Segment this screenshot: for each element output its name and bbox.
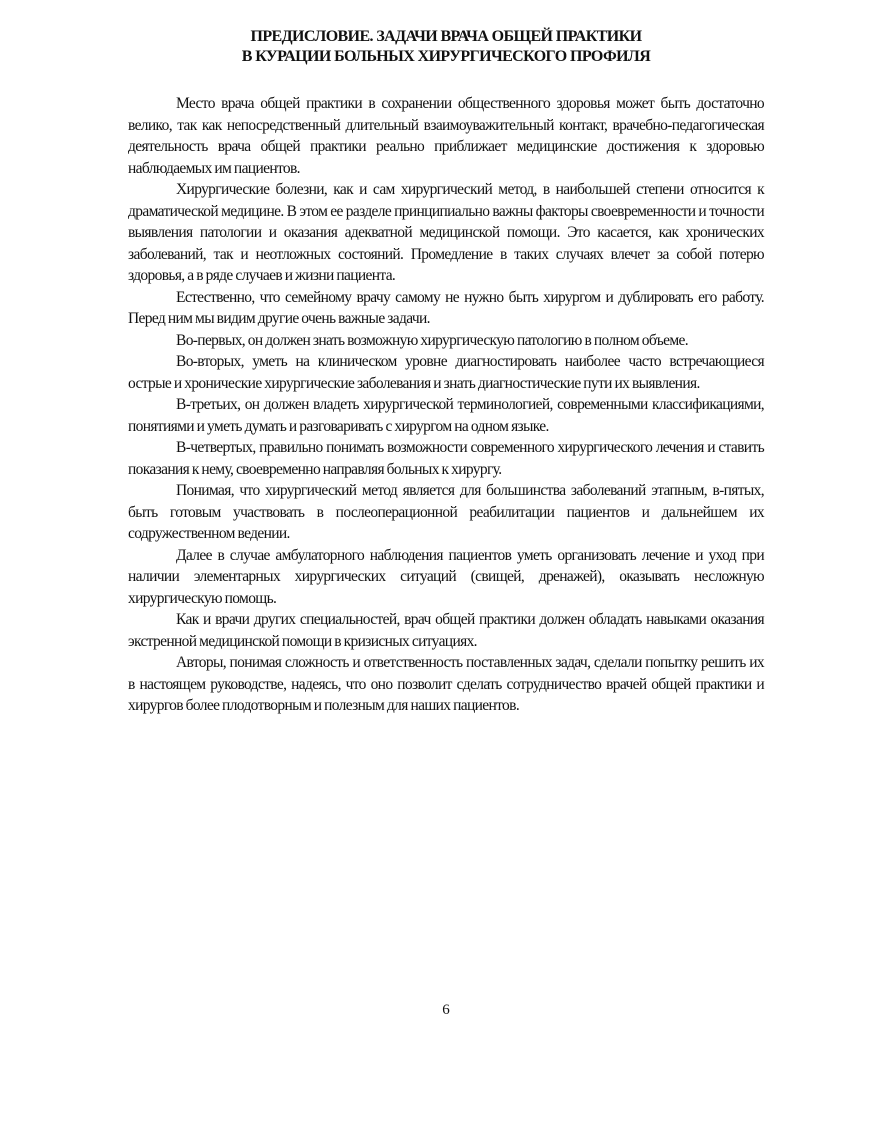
paragraph-5: Во-вторых, уметь на клиническом уровне диагностировать наиболее часто встречающиеся острые и хронические хирургические заболевания и знать диагностические пути их выявления. <box>128 353 764 392</box>
body-text <box>128 93 764 717</box>
paragraph-1: Место врача общей практики в сохранении общественного здоровья может быть достаточно велико, так как непосредственный длительный взаимоуважительный контакт, врачебно-педагогическая деятельность врача общей практики реально приближает медицинские достижения к здоровью наблюдаемых им пациентов. <box>128 95 764 177</box>
paragraph-2: Хирургические болезни, как и сам хирургический метод, в наибольшей степени относится к драматической медицине. В этом ее разделе принципиально важны факторы своевременности и точности выявления патологии и оказания адекватной медицинской помощи. Это касается, как хронических заболеваний, так и неотложных состояний. Промедление в таких случаях влечет за собой потерю здоровья, а в ряде случаев и жизни пациента. <box>128 181 764 284</box>
paragraph-8: Понимая, что хирургический метод является для большинства заболеваний этапным, в-пятых, быть готовым участвовать в послеоперационной реабилитации пациентов и дальнейшем их содружественном ведении. <box>128 482 764 542</box>
paragraph-4: Во-первых, он должен знать возможную хирургическую патологию в полном объеме. <box>176 331 688 349</box>
paragraph-9: Далее в случае амбулаторного наблюдения пациентов уметь организовать лечение и уход при наличии элементарных хирургических ситуаций (свищей, дренажей), оказывать несложную хирургическую помощь. <box>128 546 764 607</box>
paragraph-11: Авторы, понимая сложность и ответственность поставленных задач, сделали попытку решить их в настоящем руководстве, надеясь, что оно позволит сделать сотрудничество врачей общей практики и хирургов более плодотворным и полезным для наших пациентов. <box>128 654 764 714</box>
paragraph-10: Как и врачи других специальностей, врач общей практики должен обладать навыками оказания экстренной медицинской помощи в кризисных ситуациях. <box>128 611 764 650</box>
title-line-1: ПРЕДИСЛОВИЕ. ЗАДАЧИ ВРАЧА ОБЩЕЙ ПРАКТИКИ <box>250 28 642 45</box>
page-number: 6 <box>442 1002 450 1018</box>
paragraph-3: Естественно, что семейному врачу самому не нужно быть хирургом и дублировать его работу. Перед ним мы видим другие очень важные задачи. <box>128 288 764 327</box>
title-line-2: В КУРАЦИИ БОЛЬНЫХ ХИРУРГИЧЕСКОГО ПРОФИЛЯ <box>241 48 651 65</box>
paragraph-7: В-четвертых, правильно понимать возможности современного хирургического лечения и ставить показания к нему, своевременно направляя больных к хирургу. <box>128 439 764 478</box>
paragraph-6: В-третьих, он должен владеть хирургической терминологией, современными классификациями, понятиями и уметь думать и разговаривать с хирургом на одном языке. <box>128 396 764 435</box>
page-title <box>120 27 772 67</box>
